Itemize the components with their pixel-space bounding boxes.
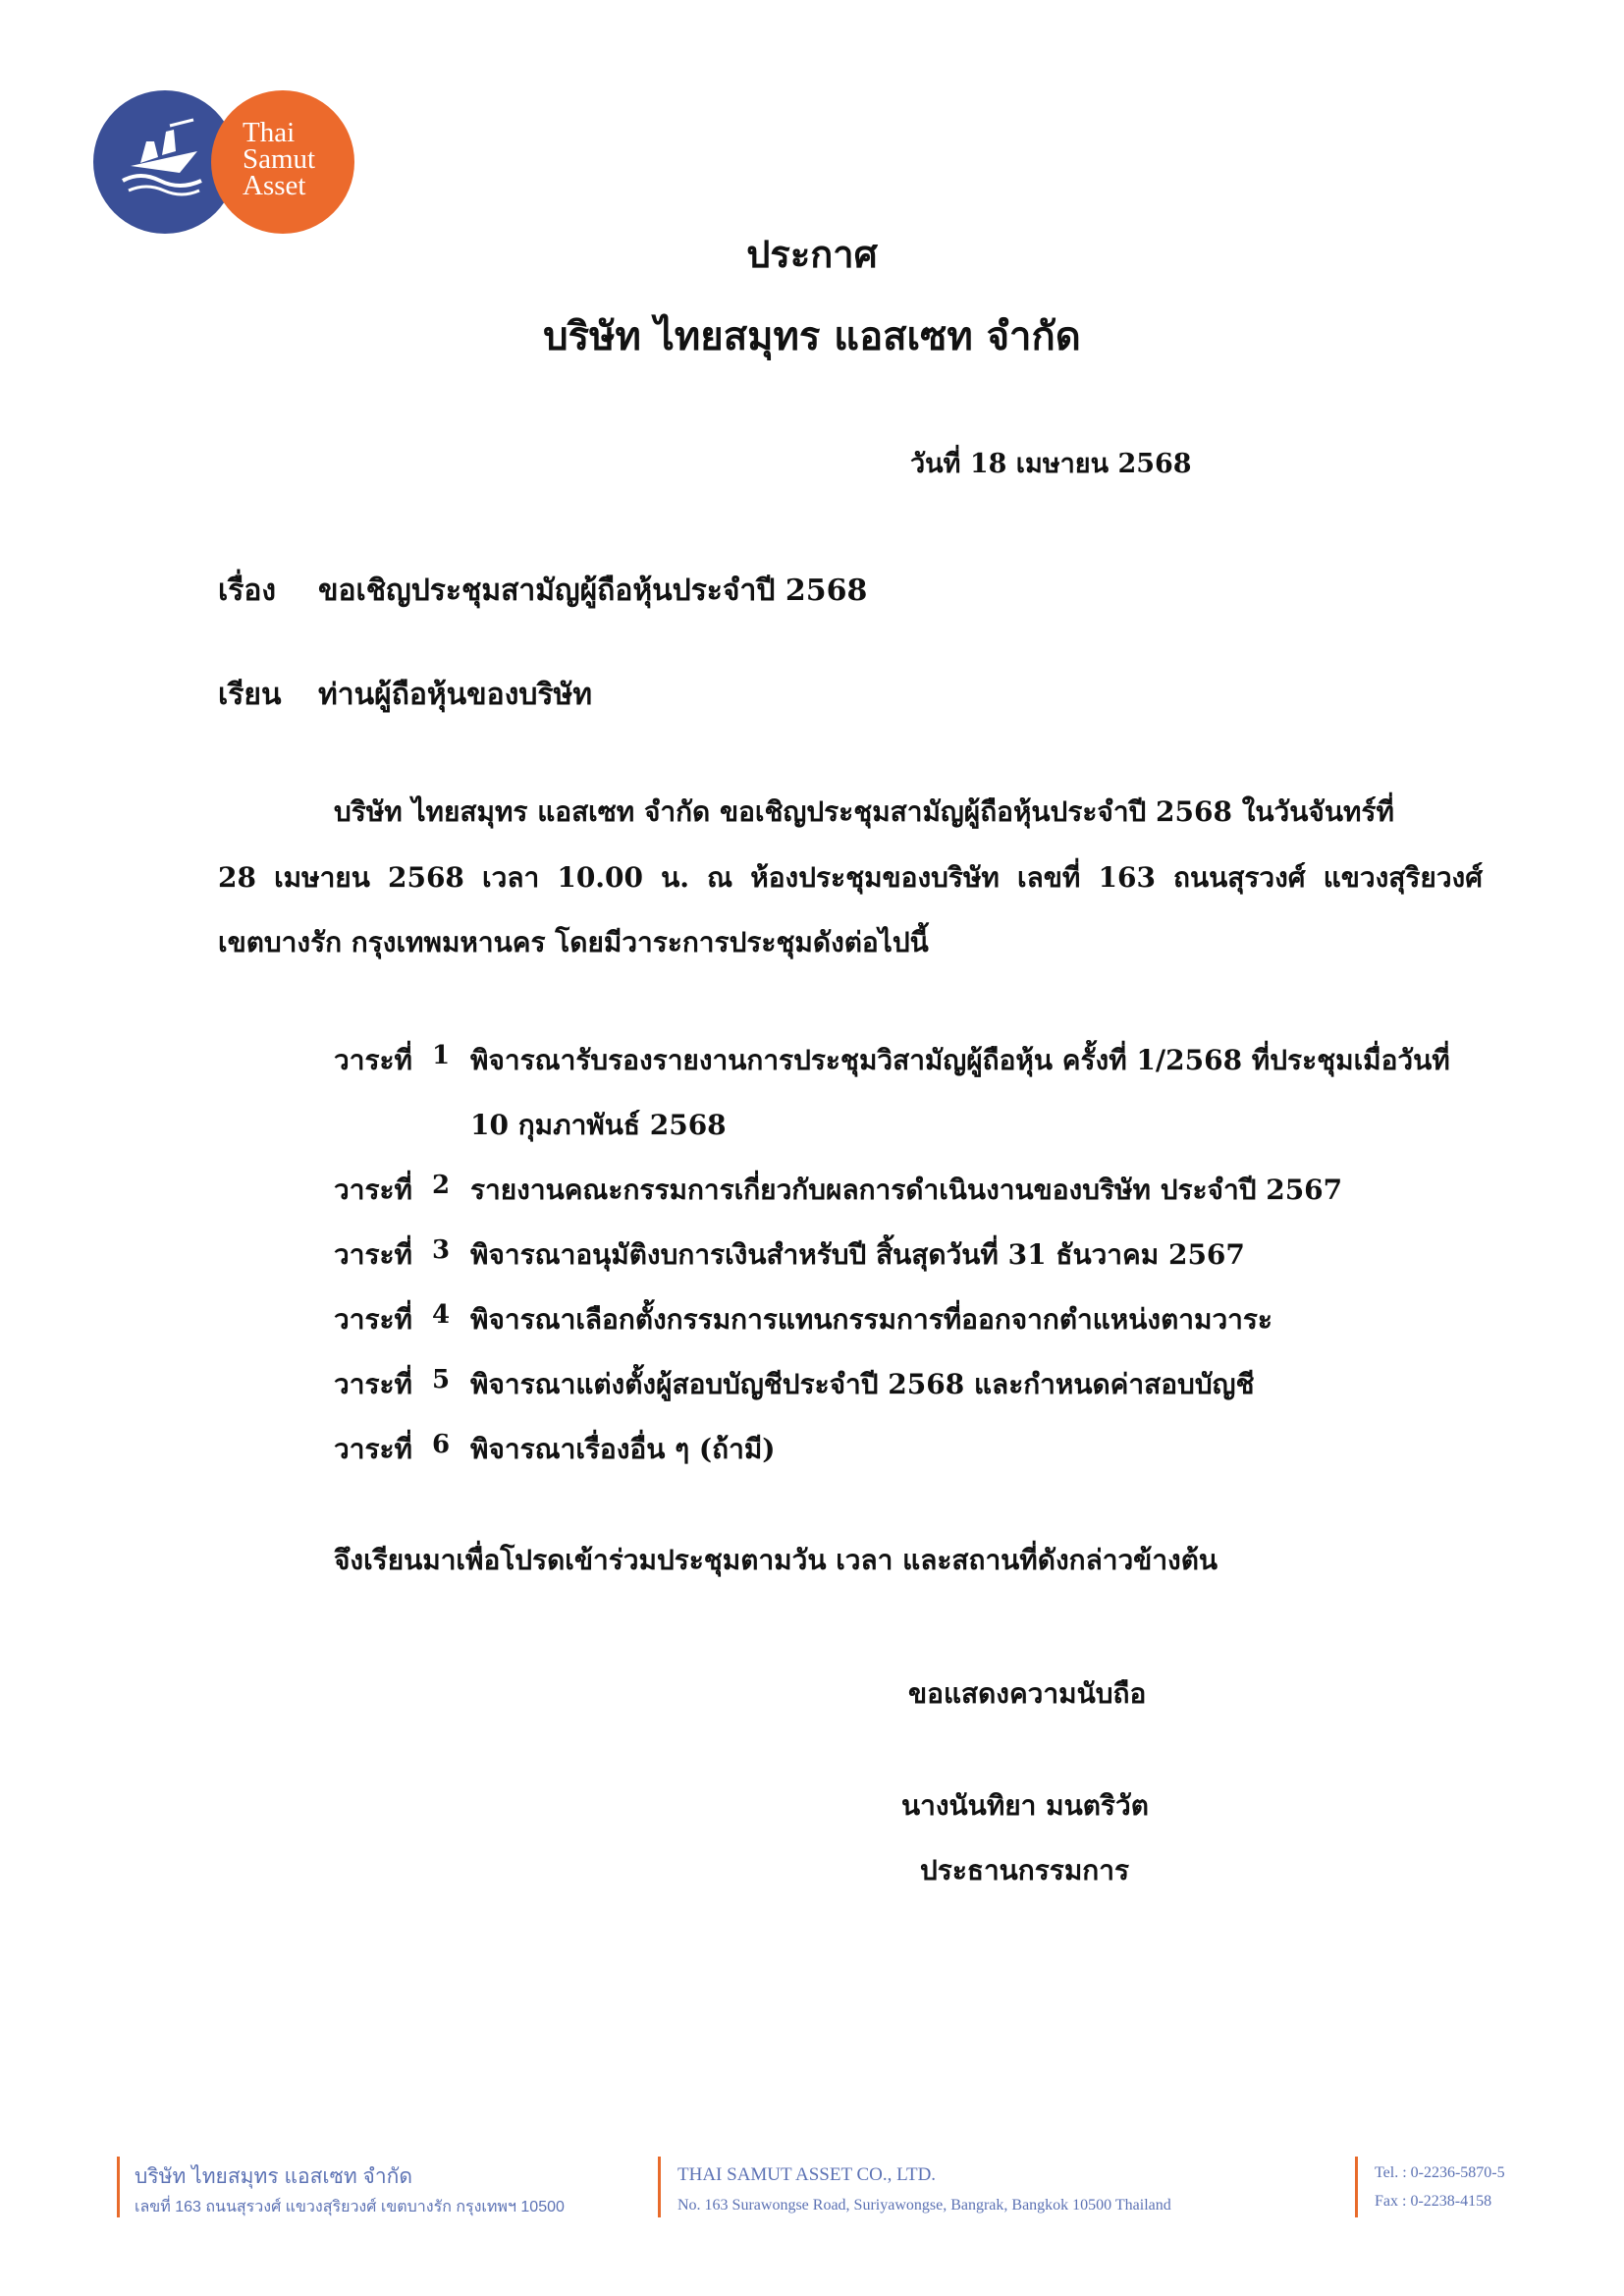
logo-line-2: Samut [243,143,316,175]
footer-thai-name: บริษัท ไทยสมุทร แอสเซท จำกัด [135,2165,412,2188]
agenda-number: 6 [432,1430,451,1459]
company-logo [93,90,358,238]
footer-eng-address: No. 163 Surawongse Road, Suriyawongse, Bangrak, Bangkok 10500 Thailand [677,2197,1171,2214]
subject-label: เรื่อง [218,574,277,608]
footer-divider [1355,2157,1358,2217]
agenda-text: พิจารณาเลือกตั้งกรรมการแทนกรรมการที่ออกจากตำแหน่งตามวาระ [470,1303,1272,1336]
footer-thai-address: เลขที่ 163 ถนนสุรวงศ์ แขวงสุริยวงศ์ เขตบางรัก กรุงเทพฯ 10500 [135,2199,565,2215]
agenda-number: 1 [432,1041,451,1070]
body-line-3: เขตบางรัก กรุงเทพมหานคร โดยมีวาระการประชุมดังต่อไปนี้ [218,926,929,958]
agenda-label: วาระที่ [334,1303,412,1336]
agenda-number: 3 [432,1235,451,1265]
agenda-text: พิจารณาแต่งตั้งผู้สอบบัญชีประจำปี 2568 และกำหนดค่าสอบบัญชี [470,1368,1255,1400]
company-name: บริษัท ไทยสมุทร แอสเซท จำกัด [543,313,1081,359]
agenda-text-continued: 10 กุมภาพันธ์ 2568 [470,1109,727,1141]
agenda-number: 5 [432,1365,451,1394]
regards-text: ขอแสดงความนับถือ [908,1677,1147,1710]
agenda-number: 4 [432,1300,451,1330]
agenda-text: พิจารณาอนุมัติงบการเงินสำหรับปี สิ้นสุดวันที่ 31 ธันวาคม 2567 [470,1238,1245,1271]
footer-divider [658,2157,661,2217]
agenda-number: 2 [432,1171,451,1200]
document-date: วันที่ 18 เมษายน 2568 [910,449,1192,479]
subject-text: ขอเชิญประชุมสามัญผู้ถือหุ้นประจำปี 2568 [318,574,868,608]
agenda-label: วาระที่ [334,1044,412,1076]
document-title: ประกาศ [746,232,878,276]
footer-tel: Tel. : 0-2236-5870-5 [1375,2164,1505,2181]
ship-icon [111,112,219,210]
body-line-1: บริษัท ไทยสมุทร แอสเซท จำกัด ขอเชิญประชุมสามัญผู้ถือหุ้นประจำปี 2568 ในวันจันทร์ที่ [334,795,1394,828]
agenda-label: วาระที่ [334,1368,412,1400]
agenda-text: พิจารณาเรื่องอื่น ๆ (ถ้ามี) [470,1433,776,1465]
logo-line-3: Asset [243,170,306,201]
agenda-label: วาระที่ [334,1238,412,1271]
logo-text [243,117,316,201]
agenda-label: วาระที่ [334,1174,412,1206]
recipient-label: เรียน [218,678,282,712]
agenda-label: วาระที่ [334,1433,412,1465]
agenda-text: รายงานคณะกรรมการเกี่ยวกับผลการดำเนินงานของบริษัท ประจำปี 2567 [470,1174,1343,1206]
footer-fax: Fax : 0-2238-4158 [1375,2193,1492,2210]
agenda-text: พิจารณารับรองรายงานการประชุมวิสามัญผู้ถือหุ้น ครั้งที่ 1/2568 ที่ประชุมเมื่อวันที่ [470,1044,1450,1076]
closing-text: จึงเรียนมาเพื่อโปรดเข้าร่วมประชุมตามวัน เวลา และสถานที่ดังกล่าวข้างต้น [334,1544,1218,1576]
footer-eng-name: THAI SAMUT ASSET CO., LTD. [677,2164,937,2185]
logo-line-1: Thai [243,117,296,148]
footer-divider [117,2157,120,2217]
body-line-2: 28 เมษายน 2568 เวลา 10.00 น. ณ ห้องประชุมของบริษัท เลขที่ 163 ถนนสุรวงศ์ แขวงสุริยวงศ์ [218,861,1483,894]
signer-position: ประธานกรรมการ [920,1854,1130,1886]
recipient-text: ท่านผู้ถือหุ้นของบริษัท [318,678,593,712]
signer-name: นางนันทิยา มนตริวัต [901,1789,1149,1822]
